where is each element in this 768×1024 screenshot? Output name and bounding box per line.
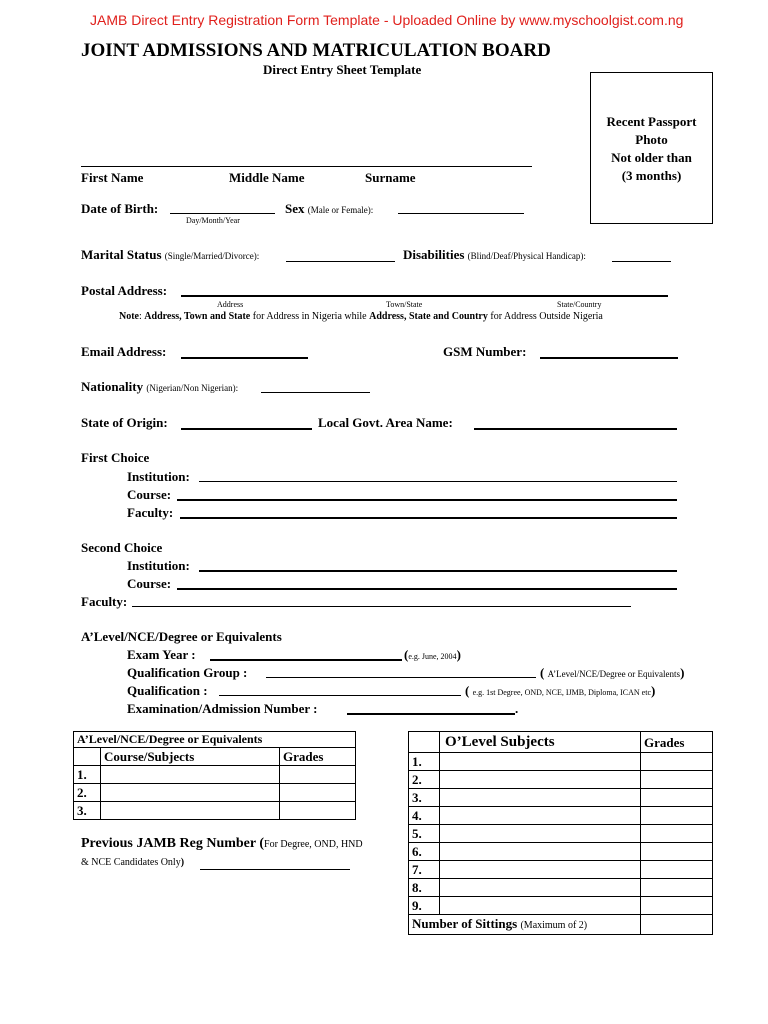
olevel-subject-cell[interactable]: [440, 771, 641, 789]
second-choice-institution-label: Institution:: [127, 558, 190, 573]
gsm-label: GSM Number:: [443, 344, 527, 359]
email-field[interactable]: [181, 357, 308, 359]
olevel-grade-cell[interactable]: [641, 897, 713, 915]
note-colon: :: [139, 311, 145, 322]
sex-hint: (Male or Female):: [307, 205, 374, 215]
page-subtitle: Direct Entry Sheet Template: [263, 62, 422, 77]
prev-jamb-field[interactable]: [200, 869, 350, 870]
alevel-subject-cell[interactable]: [101, 784, 280, 802]
alevel-row-num: 3.: [74, 802, 101, 820]
nationality-label: Nationality: [81, 379, 144, 394]
olevel-grade-cell[interactable]: [641, 807, 713, 825]
alevel-table-title: A’Level/NCE/Degree or Equivalents: [74, 732, 356, 748]
passport-photo-box[interactable]: [590, 72, 713, 224]
olevel-grade-cell[interactable]: [641, 843, 713, 861]
note-bold-1: Address, Town and State: [144, 311, 251, 322]
olevel-grade-cell[interactable]: [641, 879, 713, 897]
olevel-subject-cell[interactable]: [440, 807, 641, 825]
exam-year-hint-wrap: (e.g. June, 2004): [404, 647, 461, 662]
sittings-label: Number of Sittings: [412, 916, 518, 931]
first-choice-institution-label: Institution:: [127, 469, 190, 484]
second-choice-faculty-label: Faculty:: [81, 594, 128, 609]
exam-number-label: Examination/Admission Number :: [127, 701, 318, 716]
dob-label: Date of Birth:: [81, 201, 159, 216]
olevel-row-num: 3.: [409, 789, 440, 807]
first-name-label: First Name: [81, 170, 144, 185]
sittings-hint: (Maximum of 2): [520, 920, 588, 931]
alevel-col-subjects: Course/Subjects: [101, 748, 280, 766]
olevel-row-num: 6.: [409, 843, 440, 861]
table-row: [409, 753, 713, 771]
first-choice-heading: First Choice: [81, 450, 150, 465]
photo-line-2: Photo: [635, 132, 668, 147]
olevel-grade-cell[interactable]: [641, 753, 713, 771]
olevel-row-num: 8.: [409, 879, 440, 897]
olevel-row-num: 1.: [409, 753, 440, 771]
olevel-row-num: 9.: [409, 897, 440, 915]
alevel-row-num: 1.: [74, 766, 101, 784]
middle-name-label: Middle Name: [229, 170, 305, 185]
alevel-grade-cell[interactable]: [280, 784, 356, 802]
table-row: [409, 861, 713, 879]
second-choice-faculty-field[interactable]: [132, 606, 631, 607]
alevel-grade-cell[interactable]: [280, 802, 356, 820]
note-bold-2: Address, State and Country: [369, 311, 488, 322]
postal-sub-town: Town/State: [386, 300, 423, 309]
alevel-table-corner: [74, 748, 101, 766]
olevel-table: [408, 731, 713, 935]
exam-year-field[interactable]: [210, 659, 402, 661]
olevel-row-num: 5.: [409, 825, 440, 843]
table-row: [74, 766, 356, 784]
olevel-grade-cell[interactable]: [641, 771, 713, 789]
first-choice-institution-field[interactable]: [199, 481, 677, 482]
postal-label: Postal Address:: [81, 283, 168, 298]
olevel-subject-cell[interactable]: [440, 825, 641, 843]
alevel-row-num: 2.: [74, 784, 101, 802]
lga-label: Local Govt. Area Name:: [318, 415, 453, 430]
table-row: [409, 825, 713, 843]
qualification-hint: e.g. 1st Degree, OND, NCE, IJMB, Diploma, ICAN etc: [472, 688, 652, 697]
first-choice-course-field[interactable]: [177, 499, 677, 501]
sittings-cell: [409, 915, 641, 935]
dob-field[interactable]: [170, 213, 275, 214]
table-row: [409, 771, 713, 789]
olevel-row-num: 7.: [409, 861, 440, 879]
olevel-row-num: 4.: [409, 807, 440, 825]
marital-field[interactable]: [286, 261, 395, 262]
alevel-grade-cell[interactable]: [280, 766, 356, 784]
disabilities-field[interactable]: [612, 261, 671, 262]
photo-line-3: Not older than: [611, 150, 692, 165]
table-row: [74, 784, 356, 802]
exam-number-period: .: [515, 701, 519, 716]
olevel-row-num: 2.: [409, 771, 440, 789]
source-banner: JAMB Direct Entry Registration Form Template - Uploaded Online by www.myschoolgist.com.ng: [90, 12, 684, 28]
alevel-subject-cell[interactable]: [101, 802, 280, 820]
qual-group-hint-wrap: ( A’Level/NCE/Degree or Equivalents): [540, 665, 685, 680]
olevel-subject-cell[interactable]: [440, 789, 641, 807]
dob-hint: Day/Month/Year: [186, 216, 240, 225]
table-row: [409, 807, 713, 825]
nationality-hint: (Nigerian/Non Nigerian):: [146, 383, 239, 393]
qualification-hint-wrap: ( e.g. 1st Degree, OND, NCE, IJMB, Diploma, ICAN etc): [465, 683, 656, 698]
state-origin-field[interactable]: [181, 428, 312, 430]
olevel-table-corner: [409, 732, 440, 753]
table-row: [409, 843, 713, 861]
prev-jamb-hint-1: For Degree, OND, HND: [264, 839, 363, 850]
disabilities-label: Disabilities: [403, 247, 465, 262]
olevel-col-subjects: O’Level Subjects: [440, 732, 641, 753]
state-origin-label: State of Origin:: [81, 415, 168, 430]
table-row: [409, 879, 713, 897]
address-note: [119, 311, 603, 322]
sex-label: Sex: [285, 201, 305, 216]
alevel-table: [73, 731, 356, 820]
exam-year-hint: e.g. June, 2004: [408, 652, 457, 661]
second-choice-institution-field[interactable]: [199, 570, 677, 572]
note-text-1: for Address in Nigeria while: [250, 311, 370, 322]
surname-label: Surname: [365, 170, 416, 185]
olevel-grade-cell[interactable]: [641, 789, 713, 807]
sex-field[interactable]: [398, 213, 524, 214]
qualification-field[interactable]: [219, 695, 461, 696]
marital-label: Marital Status: [81, 247, 162, 262]
gsm-field[interactable]: [540, 357, 678, 359]
qual-group-hint: A’Level/NCE/Degree or Equivalents: [547, 669, 681, 679]
postal-field[interactable]: [181, 295, 668, 297]
qual-group-field[interactable]: [266, 677, 536, 678]
photo-line-1: Recent Passport: [606, 114, 697, 129]
email-label: Email Address:: [81, 344, 167, 359]
sittings-value-cell[interactable]: [641, 915, 713, 935]
second-choice-heading: Second Choice: [81, 540, 163, 555]
table-row: [409, 897, 713, 915]
prev-jamb-hint-2: & NCE Candidates Only: [81, 857, 181, 868]
table-row: [409, 789, 713, 807]
prev-jamb-close: ): [180, 857, 185, 868]
olevel-subject-cell[interactable]: [440, 843, 641, 861]
first-choice-course-label: Course:: [127, 487, 172, 502]
olevel-col-grades: Grades: [641, 732, 713, 753]
first-choice-faculty-label: Faculty:: [127, 505, 174, 520]
postal-sub-country: State/Country: [557, 300, 602, 309]
olevel-grade-cell[interactable]: [641, 861, 713, 879]
alevel-heading: A’Level/NCE/Degree or Equivalents: [81, 629, 282, 644]
olevel-subject-cell[interactable]: [440, 897, 641, 915]
qual-group-label: Qualification Group :: [127, 665, 248, 680]
photo-line-4: (3 months): [621, 168, 682, 183]
prev-jamb-label: Previous JAMB Reg Number (: [81, 836, 265, 851]
second-choice-course-field[interactable]: [177, 588, 677, 590]
nationality-field[interactable]: [261, 392, 370, 393]
page-title: JOINT ADMISSIONS AND MATRICULATION BOARD: [81, 40, 551, 61]
disabilities-hint: (Blind/Deaf/Physical Handicap):: [467, 251, 586, 261]
name-field[interactable]: [81, 166, 532, 167]
alevel-subject-cell[interactable]: [101, 766, 280, 784]
olevel-grade-cell[interactable]: [641, 825, 713, 843]
olevel-subject-cell[interactable]: [440, 879, 641, 897]
postal-sub-address: Address: [217, 300, 244, 309]
table-row: [74, 802, 356, 820]
olevel-subject-cell[interactable]: [440, 861, 641, 879]
alevel-col-grades: Grades: [280, 748, 356, 766]
exam-number-field[interactable]: [347, 713, 515, 715]
note-prefix: Note: [119, 311, 139, 322]
lga-field[interactable]: [474, 428, 677, 430]
second-choice-course-label: Course:: [127, 576, 172, 591]
marital-hint: (Single/Married/Divorce):: [164, 251, 260, 261]
note-text-2: for Address Outside Nigeria: [487, 311, 603, 322]
qualification-label: Qualification :: [127, 683, 208, 698]
exam-year-label: Exam Year :: [127, 647, 196, 662]
olevel-subject-cell[interactable]: [440, 753, 641, 771]
first-choice-faculty-field[interactable]: [180, 517, 677, 519]
